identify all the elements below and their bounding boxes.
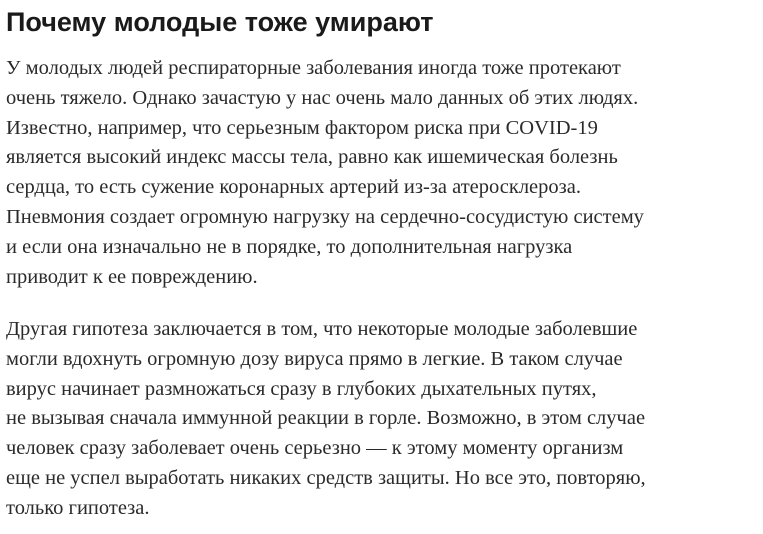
paragraph-line: Известно, например, что серьезным фактором риска при COVID-19	[6, 116, 598, 139]
paragraph-line: Другая гипотеза заключается в том, что некоторые молодые заболевшие	[6, 318, 638, 340]
paragraph-line: могли вдохнуть огромную дозу вируса прямо в легкие. В таком случае	[6, 347, 623, 370]
paragraph-line: вирус начинает размножаться сразу в глубоких дыхательных путях,	[6, 377, 597, 400]
paragraph-line: Пневмония создает огромную нагрузку на сердечно-сосудистую систему	[6, 205, 644, 228]
paragraph-line: только гипотеза.	[6, 496, 150, 519]
paragraph-line: очень тяжело. Однако зачастую у нас очень мало данных об этих людях.	[6, 86, 639, 109]
paragraph-line: еще не успел выработать никаких средств защиты. Но все это, повторяю,	[6, 466, 646, 489]
paragraph-line: и если она изначально не в порядке, то дополнительная нагрузка	[6, 235, 573, 258]
article-paragraph	[6, 315, 646, 524]
paragraph-line: человек сразу заболевает очень серьезно — к этому моменту организм	[6, 437, 624, 460]
paragraph-line: не вызывая сначала иммунной реакции в горле. Возможно, в этом случае	[6, 407, 646, 430]
paragraph-line: сердца, то есть сужение коронарных артерий из-за атеросклероза.	[6, 176, 581, 199]
paragraph-line: является высокий индекс массы тела, равно как ишемическая болезнь	[6, 146, 618, 169]
article-heading: Почему молодые тоже умирают	[6, 7, 434, 37]
paragraph-line: У молодых людей респираторные заболевания иногда тоже протекают	[6, 57, 621, 79]
paragraph-line: приводит к ее повреждению.	[6, 265, 258, 288]
article-paragraph	[6, 54, 644, 292]
